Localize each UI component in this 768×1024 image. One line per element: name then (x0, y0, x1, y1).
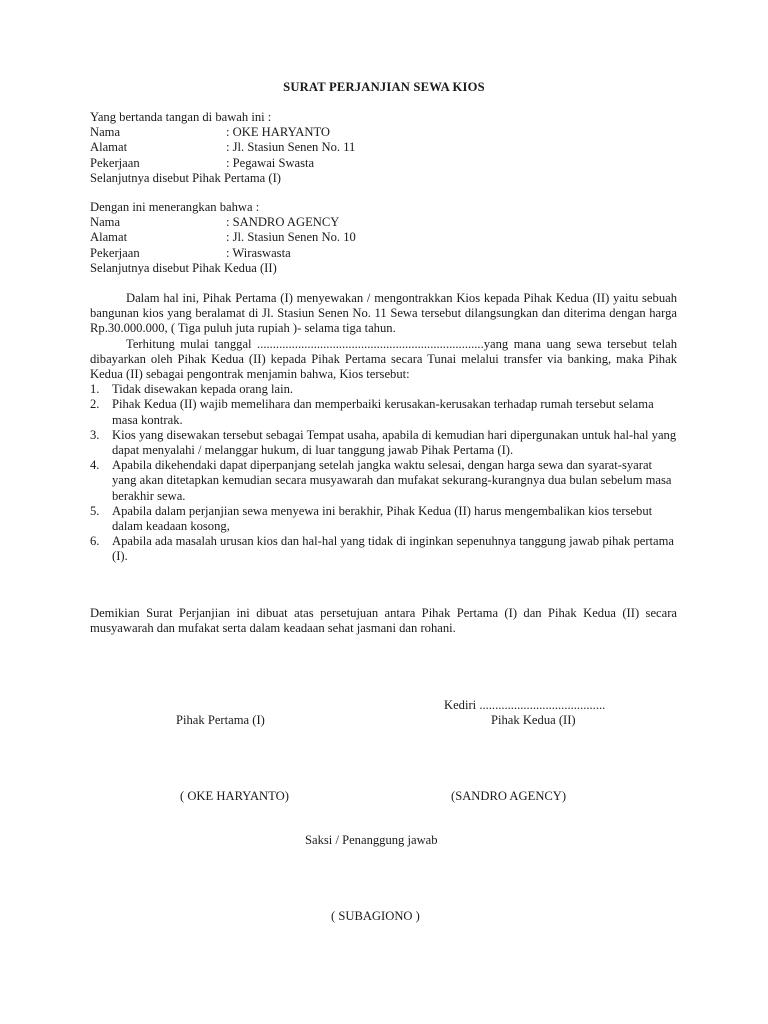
first-party-signature-name: ( OKE HARYANTO) (180, 789, 289, 803)
field-label: Nama (90, 215, 121, 230)
document-title: SURAT PERJANJIAN SEWA KIOS (283, 80, 485, 94)
term-text: Apabila dikehendaki dapat diperpanjang setelah jangka waktu selesai, dengan harga sewa dan syarat-syarat yang akan ditetapkan kemudian secara musyawarah dan mufakat sekurang-kurangnya dua bulan sebelum masa berakhir sewa. (112, 458, 672, 503)
term-text: Kios yang disewakan tersebut sebagai Tempat usaha, apabila di kemudian hari dipergunakan untuk hal-hal yang dapat menyalahi / melanggar hukum, di luar tanggung jawab Pihak Pertama (I). (112, 427, 677, 458)
term-text: Apabila dalam perjanjian sewa menyewa ini berakhir, Pihak Kedua (II) harus mengembalikan kios tersebut dalam keadaan kosong, (112, 503, 653, 534)
witness-name: ( SUBAGIONO ) (331, 909, 420, 923)
field-label: Nama (90, 125, 121, 140)
field-value: : Jl. Stasiun Senen No. 10 (226, 230, 356, 245)
field-value: : Jl. Stasiun Senen No. 11 (226, 140, 356, 155)
list-item (90, 428, 677, 458)
field-value: : SANDRO AGENCY (226, 215, 340, 230)
term-text: Apabila ada masalah urusan kios dan hal-hal yang tidak di inginkan sepenuhnya tanggung jawab pihak pertama (I). (112, 534, 675, 564)
term-text: Pihak Kedua (II) wajib memelihara dan memperbaiki kerusakan-kerusakan terhadap rumah tersebut selama masa kontrak. (112, 397, 654, 427)
second-party-job-row (90, 246, 677, 261)
term-number: 4. (90, 458, 100, 473)
term-number: 1. (90, 382, 100, 397)
list-item (90, 397, 677, 427)
second-party-signature-name: (SANDRO AGENCY) (451, 789, 567, 803)
term-number: 5. (90, 503, 100, 518)
term-number: 2. (90, 397, 100, 412)
field-value: : Pegawai Swasta (226, 155, 315, 170)
second-party-intro: Dengan ini menerangkan bahwa : (90, 200, 260, 214)
list-item (90, 534, 677, 564)
first-party-block (90, 110, 677, 186)
term-number: 6. (90, 534, 100, 549)
second-party-block (90, 200, 677, 276)
second-party-signature-label: Pihak Kedua (II) (491, 713, 576, 727)
witness-label: Saksi / Penanggung jawab (305, 833, 438, 847)
first-party-job-row (90, 156, 677, 171)
place-date: Kediri ........................................ (444, 698, 606, 712)
second-party-address-row (90, 230, 677, 245)
agreement-body (90, 291, 677, 565)
first-party-address-row (90, 140, 677, 155)
term-number: 3. (90, 427, 100, 442)
field-label: Alamat (90, 230, 128, 245)
first-party-intro: Yang bertanda tangan di bawah ini : (90, 110, 272, 124)
second-party-closing: Selanjutnya disebut Pihak Kedua (II) (90, 260, 277, 275)
second-party-name-row (90, 215, 677, 230)
field-label: Pekerjaan (90, 245, 140, 260)
terms-list (90, 382, 677, 564)
closing-paragraph: Demikian Surat Perjanjian ini dibuat atas persetujuan antara Pihak Pertama (I) dan Pihak Kedua (II) secara musyawarah dan mufakat serta dalam keadaan sehat jasmani dan rohani. (90, 606, 677, 636)
term-text: Tidak disewakan kepada orang lain. (112, 382, 294, 397)
paragraph-rental: Dalam hal ini, Pihak Pertama (I) menyewakan / mengontrakkan Kios kepada Pihak Kedua (II) yaitu sebuah bangunan kios yang beralamat di Jl. Stasiun Senen No. 11 Sewa tersebut dilangsungkan dan diterima dengan harga Rp.30.000.000, ( Tiga puluh juta rupiah )- selama tiga tahun. (90, 291, 677, 336)
first-party-signature-label: Pihak Pertama (I) (176, 713, 265, 727)
first-party-name-row (90, 125, 677, 140)
list-item (90, 458, 677, 504)
field-label: Pekerjaan (90, 155, 140, 170)
field-label: Alamat (90, 140, 128, 155)
first-party-closing: Selanjutnya disebut Pihak Pertama (I) (90, 170, 281, 185)
list-item (90, 382, 677, 397)
field-value: : OKE HARYANTO (226, 125, 331, 140)
field-value: : Wiraswasta (226, 245, 291, 260)
list-item (90, 504, 677, 534)
paragraph-payment: Terhitung mulai tanggal ........................................................................yang mana uang sewa tersebut telah dibayarkan oleh Pihak Kedua (II) kepada Pihak Pertama secara Tunai melalui transfer via banking, maka Pihak Kedua (II) sebagai pengontrak menjamin bahwa, Kios tersebut: (90, 336, 677, 382)
